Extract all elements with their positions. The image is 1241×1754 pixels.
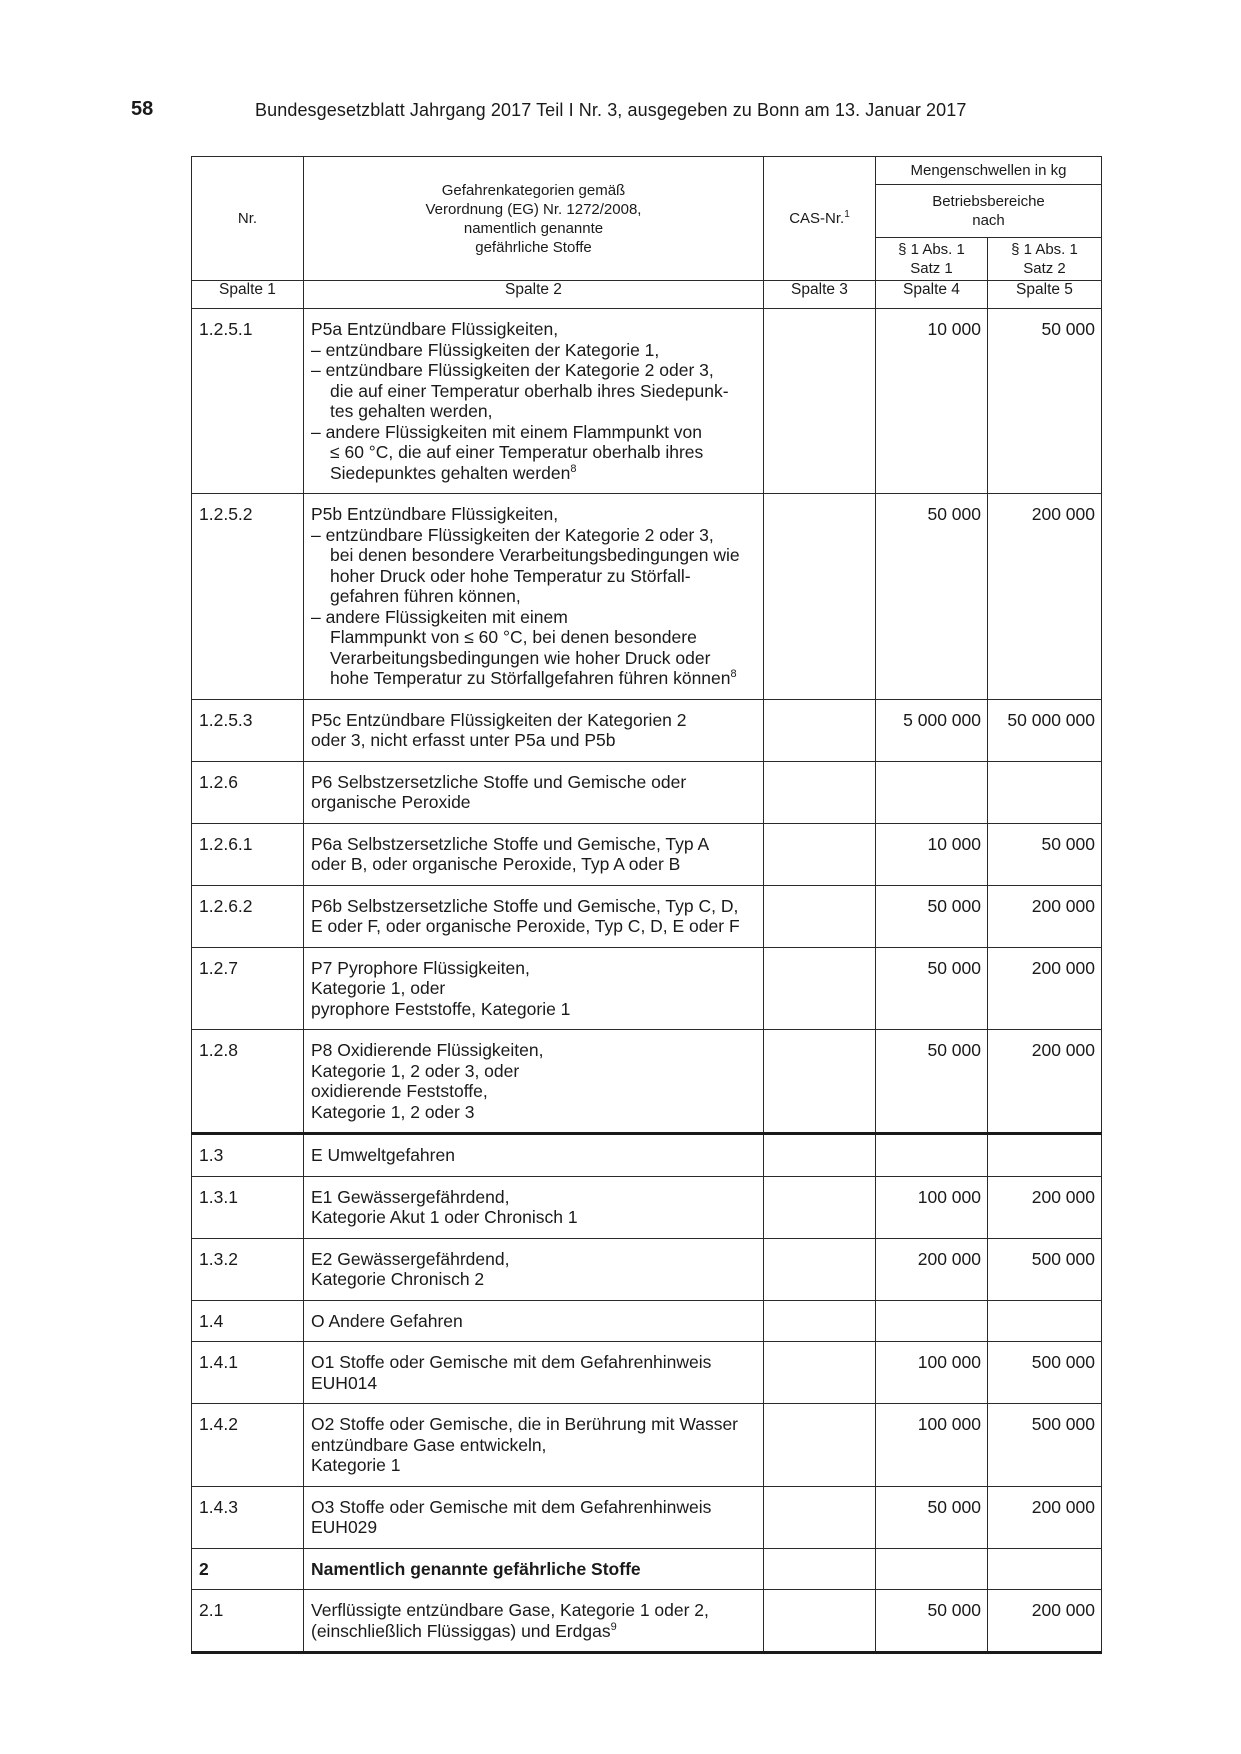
row-number: 1.2.5.3	[192, 699, 304, 761]
row-threshold-satz1: 50 000	[876, 947, 988, 1030]
table-row	[192, 1486, 1102, 1548]
row-number: 1.2.6.1	[192, 823, 304, 885]
row-cas-number	[764, 494, 876, 700]
description-line	[311, 648, 756, 669]
description-text: oder 3, nicht erfasst unter P5a und P5b	[311, 730, 616, 750]
row-cas-number	[764, 1300, 876, 1342]
description-text: – entzündbare Flüssigkeiten der Kategorie 2 oder 3,	[311, 524, 714, 545]
description-text: Verarbeitungsbedingungen wie hoher Druck oder	[330, 647, 711, 668]
row-description	[304, 494, 764, 700]
column-label: Spalte 5	[988, 281, 1102, 309]
table-row	[192, 823, 1102, 885]
row-threshold-satz2: 200 000	[988, 1486, 1102, 1548]
header-category-line: namentlich genannte	[463, 219, 604, 237]
header-col5-line: Satz 2	[1023, 260, 1066, 277]
row-number: 1.3	[192, 1134, 304, 1177]
description-text: P6 Selbstzersetzliche Stoffe und Gemische oder	[311, 771, 687, 792]
row-cas-number	[764, 1134, 876, 1177]
row-cas-number	[764, 699, 876, 761]
row-threshold-satz1: 50 000	[876, 494, 988, 700]
header-cas	[764, 157, 876, 281]
description-line	[311, 1207, 756, 1228]
description-line	[311, 504, 756, 525]
row-threshold-satz1	[876, 761, 988, 823]
description-text: Kategorie 1, oder	[311, 978, 446, 998]
row-cas-number	[764, 1238, 876, 1300]
column-label: Spalte 4	[876, 281, 988, 309]
table-header	[192, 157, 1102, 281]
description-text: bei denen besondere Verarbeitungsbedingungen wie	[330, 545, 740, 565]
description-line	[311, 1081, 756, 1102]
footnote-marker: 8	[730, 668, 737, 680]
description-text: P5c Entzündbare Flüssigkeiten der Kategorien 2	[311, 709, 687, 730]
row-description	[304, 761, 764, 823]
row-description	[304, 885, 764, 947]
regulation-table	[191, 156, 1102, 1654]
description-text: Kategorie 1, 2 oder 3	[311, 1101, 475, 1122]
row-description	[304, 1548, 764, 1590]
description-text: oxidierende Feststoffe,	[311, 1081, 488, 1101]
row-threshold-satz1: 5 000 000	[876, 699, 988, 761]
description-text: gefahren führen können,	[330, 586, 521, 606]
header-operating-line: Betriebsbereiche	[932, 193, 1045, 210]
description-text: P5a Entzündbare Flüssigkeiten,	[311, 319, 559, 339]
row-threshold-satz1: 100 000	[876, 1404, 988, 1487]
row-threshold-satz1: 50 000	[876, 885, 988, 947]
footnote-marker: 9	[610, 1620, 617, 1633]
row-description	[304, 1342, 764, 1404]
row-threshold-satz1: 50 000	[876, 1590, 988, 1653]
row-threshold-satz2: 500 000	[988, 1238, 1102, 1300]
description-line	[311, 1249, 756, 1270]
row-cas-number	[764, 947, 876, 1030]
description-text: P6b Selbstzersetzliche Stoffe und Gemische, Typ C, D,	[311, 895, 739, 916]
description-text: organische Peroxide	[311, 792, 471, 812]
description-line	[311, 792, 756, 813]
table-row	[192, 1300, 1102, 1342]
description-text: die auf einer Temperatur oberhalb ihres Siedepunk-	[330, 380, 729, 401]
row-threshold-satz2: 500 000	[988, 1404, 1102, 1487]
row-threshold-satz2: 50 000 000	[988, 699, 1102, 761]
row-description	[304, 1238, 764, 1300]
row-threshold-satz1	[876, 1300, 988, 1342]
table-row	[192, 1404, 1102, 1487]
row-number: 2	[192, 1548, 304, 1590]
table-row	[192, 309, 1102, 494]
row-number: 1.2.8	[192, 1030, 304, 1134]
row-description	[304, 1300, 764, 1342]
description-text: – andere Flüssigkeiten mit einem	[311, 606, 568, 627]
header-thresholds: Mengenschwellen in kg	[876, 157, 1102, 185]
description-line	[311, 1559, 756, 1580]
row-threshold-satz2	[988, 1548, 1102, 1590]
row-threshold-satz1	[876, 1134, 988, 1177]
page-number: 58	[131, 98, 154, 120]
table-row	[192, 1590, 1102, 1653]
row-description	[304, 1404, 764, 1487]
description-line	[311, 319, 756, 340]
description-text: E Umweltgefahren	[311, 1145, 455, 1165]
description-line	[311, 1187, 756, 1208]
row-cas-number	[764, 1404, 876, 1487]
description-text: Flammpunkt von ≤ 60 °C, bei denen besondere	[330, 627, 697, 647]
description-line	[311, 340, 756, 361]
column-label: Spalte 3	[764, 281, 876, 309]
description-text: P8 Oxidierende Flüssigkeiten,	[311, 1040, 544, 1060]
header-nr: Nr.	[192, 157, 304, 281]
row-number: 1.3.1	[192, 1176, 304, 1238]
description-text: entzündbare Gase entwickeln,	[311, 1434, 547, 1455]
row-description	[304, 947, 764, 1030]
row-threshold-satz2: 500 000	[988, 1342, 1102, 1404]
row-number: 1.2.6	[192, 761, 304, 823]
row-threshold-satz1: 200 000	[876, 1238, 988, 1300]
row-cas-number	[764, 1342, 876, 1404]
row-threshold-satz1: 50 000	[876, 1030, 988, 1134]
row-threshold-satz2	[988, 1300, 1102, 1342]
row-cas-number	[764, 1176, 876, 1238]
description-text: Kategorie Chronisch 2	[311, 1269, 485, 1289]
row-threshold-satz2: 50 000	[988, 309, 1102, 494]
table-body	[192, 309, 1102, 1653]
description-text: P7 Pyrophore Flüssigkeiten,	[311, 957, 530, 978]
description-line	[311, 916, 756, 937]
description-line	[311, 730, 756, 751]
row-threshold-satz1: 100 000	[876, 1342, 988, 1404]
row-cas-number	[764, 761, 876, 823]
table-row	[192, 1238, 1102, 1300]
header-operating-areas	[876, 185, 1102, 238]
row-threshold-satz2: 200 000	[988, 1030, 1102, 1134]
description-line	[311, 442, 756, 463]
description-text: Kategorie 1, 2 oder 3, oder	[311, 1060, 520, 1081]
row-threshold-satz1: 50 000	[876, 1486, 988, 1548]
description-line	[311, 854, 756, 875]
row-number: 1.3.2	[192, 1238, 304, 1300]
row-threshold-satz2: 200 000	[988, 885, 1102, 947]
description-text: – andere Flüssigkeiten mit einem Flammpunkt von	[311, 421, 703, 442]
running-head: Bundesgesetzblatt Jahrgang 2017 Teil I Nr. 3, ausgegeben zu Bonn am 13. Januar 2017	[255, 100, 967, 120]
description-line	[311, 422, 756, 443]
row-number: 1.2.7	[192, 947, 304, 1030]
row-threshold-satz1: 10 000	[876, 823, 988, 885]
description-line	[311, 463, 756, 484]
description-line	[311, 978, 756, 999]
column-label: Spalte 2	[304, 281, 764, 309]
row-description	[304, 699, 764, 761]
description-line	[311, 1145, 756, 1166]
description-line	[311, 627, 756, 648]
description-line	[311, 401, 756, 422]
row-cas-number	[764, 309, 876, 494]
description-text: hoher Druck oder hohe Temperatur zu Störfall-	[330, 565, 691, 586]
description-line	[311, 1061, 756, 1082]
table-row	[192, 494, 1102, 700]
row-threshold-satz1: 10 000	[876, 309, 988, 494]
header-operating-line: nach	[972, 212, 1005, 229]
table-row	[192, 761, 1102, 823]
table-row	[192, 1342, 1102, 1404]
row-threshold-satz1: 100 000	[876, 1176, 988, 1238]
description-line	[311, 1414, 756, 1435]
header-cas-footnote: 1	[844, 209, 850, 220]
description-line	[311, 1269, 756, 1290]
row-threshold-satz1	[876, 1548, 988, 1590]
row-number: 1.2.5.2	[192, 494, 304, 700]
description-text: Kategorie Akut 1 oder Chronisch 1	[311, 1207, 578, 1227]
description-text: Kategorie 1	[311, 1455, 401, 1475]
description-line	[311, 896, 756, 917]
row-threshold-satz2: 200 000	[988, 1176, 1102, 1238]
row-cas-number	[764, 1548, 876, 1590]
row-description	[304, 1176, 764, 1238]
description-line	[311, 586, 756, 607]
row-number: 1.4.3	[192, 1486, 304, 1548]
description-line	[311, 525, 756, 546]
description-line	[311, 1040, 756, 1061]
description-line	[311, 1373, 756, 1394]
row-number: 1.2.6.2	[192, 885, 304, 947]
description-text: E1 Gewässergefährdend,	[311, 1186, 510, 1207]
row-cas-number	[764, 1030, 876, 1134]
description-text: Verflüssigte entzündbare Gase, Kategorie 1 oder 2,	[311, 1600, 709, 1620]
column-label-row	[192, 281, 1102, 309]
description-text: E oder F, oder organische Peroxide, Typ C, D, E oder F	[311, 916, 740, 936]
row-description	[304, 823, 764, 885]
column-label: Spalte 1	[192, 281, 304, 309]
table-row	[192, 947, 1102, 1030]
description-text: P6a Selbstzersetzliche Stoffe und Gemische, Typ A	[311, 833, 710, 854]
description-text: Namentlich genannte gefährliche Stoffe	[311, 1558, 641, 1579]
description-line	[311, 668, 756, 689]
table-row	[192, 1548, 1102, 1590]
header-col4-line: Satz 1	[910, 260, 953, 277]
description-line	[311, 1435, 756, 1456]
description-line	[311, 834, 756, 855]
description-text: pyrophore Feststoffe, Kategorie 1	[311, 998, 571, 1019]
row-threshold-satz2: 200 000	[988, 494, 1102, 700]
row-number: 2.1	[192, 1590, 304, 1653]
row-number: 1.2.5.1	[192, 309, 304, 494]
header-col5	[988, 238, 1102, 281]
row-description	[304, 1486, 764, 1548]
row-description	[304, 1134, 764, 1177]
description-line	[311, 1311, 756, 1332]
table-row	[192, 699, 1102, 761]
row-threshold-satz2: 50 000	[988, 823, 1102, 885]
description-text: Siedepunktes gehalten werden	[330, 462, 571, 483]
header-category-line: gefährliche Stoffe	[475, 238, 592, 256]
table-row	[192, 1134, 1102, 1177]
row-cas-number	[764, 1590, 876, 1653]
description-line	[311, 566, 756, 587]
description-text: O Andere Gefahren	[311, 1310, 463, 1331]
description-line	[311, 1497, 756, 1518]
row-description	[304, 1030, 764, 1134]
row-number: 1.4.2	[192, 1404, 304, 1487]
description-text: tes gehalten werden,	[330, 401, 493, 421]
row-threshold-satz2	[988, 761, 1102, 823]
description-text: – entzündbare Flüssigkeiten der Kategorie 2 oder 3,	[311, 360, 714, 380]
row-threshold-satz2: 200 000	[988, 1590, 1102, 1653]
header-category-line: Verordnung (EG) Nr. 1272/2008,	[425, 200, 642, 218]
description-line	[311, 1455, 756, 1476]
header-category-line: Gefahrenkategorien gemäß	[441, 181, 626, 199]
row-cas-number	[764, 1486, 876, 1548]
description-line	[311, 607, 756, 628]
header-col4-line: § 1 Abs. 1	[898, 241, 965, 258]
description-line	[311, 381, 756, 402]
description-line	[311, 545, 756, 566]
table-row	[192, 885, 1102, 947]
header-cas-label: CAS-Nr.	[789, 210, 845, 227]
description-line	[311, 999, 756, 1020]
row-cas-number	[764, 823, 876, 885]
row-description	[304, 309, 764, 494]
description-text: hohe Temperatur zu Störfallgefahren führen können	[330, 668, 731, 688]
description-text: ≤ 60 °C, die auf einer Temperatur oberhalb ihres	[330, 442, 704, 462]
description-text: oder B, oder organische Peroxide, Typ A oder B	[311, 854, 681, 874]
description-text: O1 Stoffe oder Gemische mit dem Gefahrenhinweis	[311, 1352, 712, 1372]
row-number: 1.4.1	[192, 1342, 304, 1404]
description-text: O3 Stoffe oder Gemische mit dem Gefahrenhinweis	[311, 1496, 712, 1517]
description-text: O2 Stoffe oder Gemische, die in Berührung mit Wasser	[311, 1414, 738, 1434]
table-row	[192, 1030, 1102, 1134]
footnote-marker: 8	[570, 462, 577, 475]
description-line	[311, 360, 756, 381]
row-cas-number	[764, 885, 876, 947]
row-description	[304, 1590, 764, 1653]
description-text: (einschließlich Flüssiggas) und Erdgas	[311, 1620, 611, 1641]
description-text: E2 Gewässergefährdend,	[311, 1248, 510, 1269]
description-text: – entzündbare Flüssigkeiten der Kategorie 1,	[311, 339, 660, 360]
description-line	[311, 710, 756, 731]
description-text: EUH029	[311, 1517, 378, 1537]
description-line	[311, 1517, 756, 1538]
header-category	[304, 157, 764, 281]
description-line	[311, 1102, 756, 1123]
header-col4	[876, 238, 988, 281]
row-number: 1.4	[192, 1300, 304, 1342]
description-line	[311, 958, 756, 979]
row-threshold-satz2	[988, 1134, 1102, 1177]
description-text: EUH014	[311, 1372, 378, 1393]
table-row	[192, 1176, 1102, 1238]
description-line	[311, 1600, 756, 1621]
header-col5-line: § 1 Abs. 1	[1011, 241, 1078, 258]
description-line	[311, 772, 756, 793]
description-line	[311, 1621, 756, 1642]
row-threshold-satz2: 200 000	[988, 947, 1102, 1030]
description-text: P5b Entzündbare Flüssigkeiten,	[311, 504, 559, 524]
description-line	[311, 1352, 756, 1373]
